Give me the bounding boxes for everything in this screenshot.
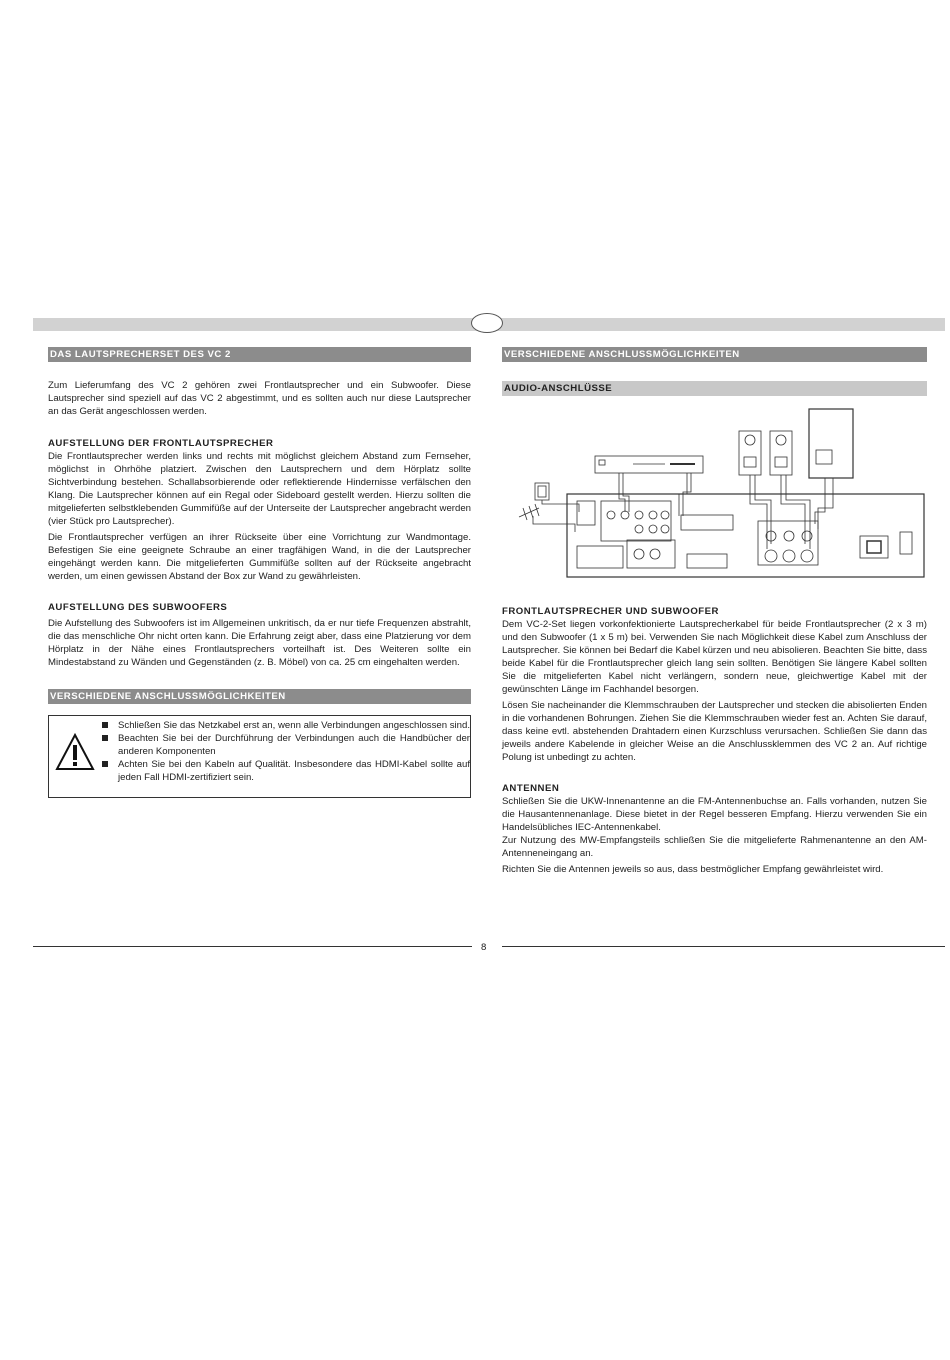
warning-item: Schließen Sie das Netzkabel erst an, wenn alle Verbindungen angeschlossen sind. bbox=[101, 719, 470, 732]
heading-speakers-subwoofer: FRONTLAUTSPRECHER UND SUBWOOFER bbox=[502, 606, 719, 617]
intro-paragraph: Zum Lieferumfang des VC 2 gehören zwei Frontlautsprecher und ein Subwoofer. Diese Lautsprecher sind speziell auf das VC 2 abgestimmt, und es sollten auch nur diese Lautsprecher an das Gerät angeschlossen werden. bbox=[48, 380, 471, 417]
receiver-back-panel bbox=[567, 494, 924, 577]
language-badge bbox=[471, 313, 503, 333]
left-column bbox=[48, 347, 471, 798]
subsection-title-audio: AUDIO-ANSCHLÜSSE bbox=[502, 381, 927, 396]
fm-antenna bbox=[519, 504, 539, 520]
antenna-paragraph-2: Zur Nutzung des MW-Empfangsteils schließen Sie die mitgelieferte Rahmenantenne an den AM-Antenneneingang an. bbox=[502, 835, 927, 859]
subwoofer-paragraph: Die Aufstellung des Subwoofers ist im Allgemeinen unkritisch, da er nur tiefe Frequenzen abstrahlt, die das menschliche Ohr nicht orten kann. Die Erfahrung zeigt aber, dass eine Platzierung vor dem Hörplatz in der Nähe eines Frontlautsprechers vorteilhaft ist. Des Weiteren sollte ein Mindestabstand zu Wänden und Gegenständen (z. B. Möbel) von ca. 25 cm eingehalten werden. bbox=[48, 618, 471, 668]
subwoofer bbox=[809, 409, 853, 478]
speakers-paragraph-2: Lösen Sie nacheinander die Klemmschrauben der Lautsprecher und stecken die abisolierten Enden in die vorhandenen Bohrungen. Ziehen Sie die Klemmschrauben wieder fest an. Achten Sie darauf, dass keine evtl. abstehenden Drahtadern einen Kurzschluss verursachen. Schließen Sie dann das jeweils andere Kabelende in gleicher Weise an die Anschlussklemmen des VC 2 an. Auf richtige Polung ist unbedingt zu achten. bbox=[502, 700, 927, 763]
am-loop-antenna bbox=[535, 483, 549, 500]
section-title-connections-right: VERSCHIEDENE ANSCHLUSSMÖGLICHKEITEN bbox=[502, 347, 927, 362]
connection-diagram bbox=[515, 404, 925, 579]
heading-subwoofer: AUFSTELLUNG DES SUBWOOFERS bbox=[48, 602, 228, 613]
source-player bbox=[595, 456, 703, 473]
antenna-paragraph-1: Schließen Sie die UKW-Innenantenne an die FM-Antennenbuchse an. Falls vorhanden, nutzen Sie die Hausantennenanlage. Diese bietet in der Regel besseren Empfang. Hierzu verwenden Sie ein Handelsübliches IEC-Antennenkabel. bbox=[502, 796, 927, 833]
warning-list bbox=[101, 719, 470, 784]
warning-icon bbox=[55, 732, 95, 772]
section-title-speaker-set: DAS LAUTSPRECHERSET DES VC 2 bbox=[48, 347, 471, 362]
front-speakers-paragraph-1: Die Frontlautsprecher werden links und rechts mit möglichst gleichem Abstand zum Fernseher, möglichst in Ohrhöhe platziert. Zwischen den Lautsprechern und dem Hörplatz sollte Sichtverbindung bestehen. Schallabsorbierende oder reflektierende Hindernisse verfälschen den Klang. Die Lautsprecher können auf ein Regal oder Sideboard gestellt werden. Hierzu sollten die mitgelieferten selbstklebenden Gummifüße auf der Unterseite der Lautsprecher angebracht werden (vier Stück pro Lautsprecher). bbox=[48, 451, 471, 527]
front-speaker-right bbox=[770, 431, 792, 475]
warning-item: Beachten Sie bei der Durchführung der Verbindungen auch die Handbücher der anderen Komponenten bbox=[101, 732, 470, 758]
page-number: 8 bbox=[481, 942, 487, 953]
front-speaker-left bbox=[739, 431, 761, 475]
warning-box bbox=[48, 715, 471, 798]
footer-line-left bbox=[33, 946, 472, 947]
front-speakers-paragraph-2: Die Frontlautsprecher verfügen an ihrer Rückseite über eine Vorrichtung zur Wandmontage. Befestigen Sie eine geeignete Schraube an einer tragfähigen Wand, in die der Lautsprecher eingehängt werden kann. Die mitgelieferten Gummifüße sollten auf der Rückseite angebracht werden, um einen gewissen Abstand der Box zur Wand zu gewährleisten. bbox=[48, 532, 471, 582]
footer-line-right bbox=[502, 946, 945, 947]
section-title-connections: VERSCHIEDENE ANSCHLUSSMÖGLICHKEITEN bbox=[48, 689, 471, 704]
heading-antennas: ANTENNEN bbox=[502, 783, 560, 794]
warning-item: Achten Sie bei den Kabeln auf Qualität. Insbesondere das HDMI-Kabel sollte auf jeden Fall HDMI-zertifiziert sein. bbox=[101, 758, 470, 784]
antenna-paragraph-3: Richten Sie die Antennen jeweils so aus, dass bestmöglicher Empfang gewährleistet wird. bbox=[502, 864, 884, 875]
heading-front-speakers: AUFSTELLUNG DER FRONTLAUTSPRECHER bbox=[48, 438, 274, 449]
speakers-paragraph-1: Dem VC-2-Set liegen vorkonfektionierte Lautsprecherkabel für beide Frontlautsprecher (2 x 3 m) und den Subwoofer (1 x 5 m) bei. Verwenden Sie nach Möglichkeit diese Kabel zum Anschluss der Lautsprecher. Sie können bei Bedarf die Kabel kürzen und neu abisolieren. Beachten Sie bitte, dass beide Kabel für die Frontlautsprecher gleich lang sein sollten. Benötigen Sie längere Kabel sollten Sie die mitgelieferten Kabel nicht verlängern, sondern neue, gleichwertige Kabel mit der gewünschten Länge im Fachhandel besorgen. bbox=[502, 619, 927, 695]
